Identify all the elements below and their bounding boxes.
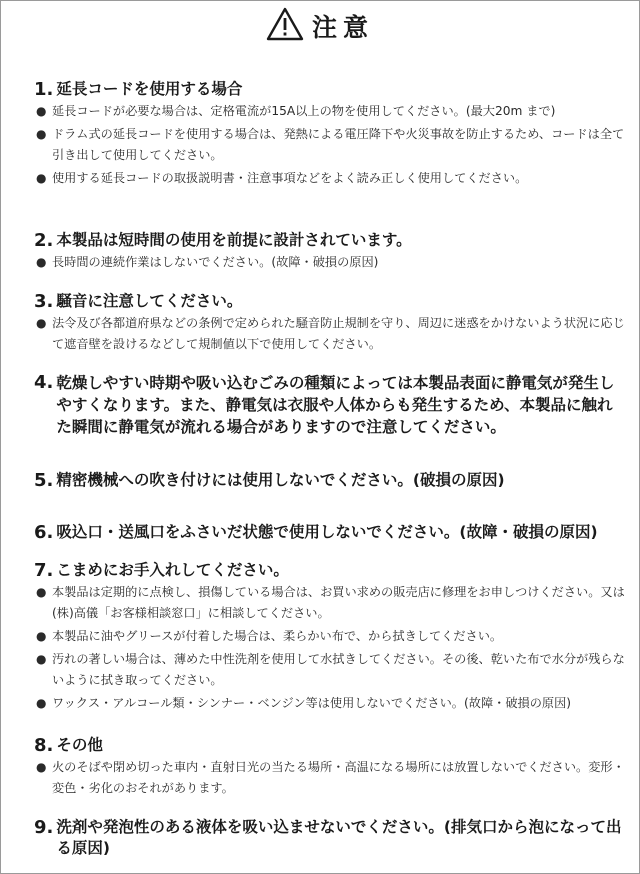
bullet-text: 長時間の連続作業はしないでください。(故障・破損の原因) [52, 255, 379, 269]
bullet-item [34, 313, 628, 355]
section-number: 8. [34, 735, 54, 756]
section-number: 9. [34, 817, 54, 838]
bullet-dot: ● [36, 652, 47, 666]
section-heading [34, 470, 628, 491]
section-number: 4. [34, 372, 54, 393]
bullet-dot: ● [36, 104, 47, 118]
bullet-text: 本製品は定期的に点検し、損傷している場合は、お買い求めの販売店に修理をお申しつけください。又は(株)高儀「お客様相談窓口」に相談してください。 [52, 585, 625, 620]
bullet-text: 使用する延長コードの取扱説明書・注意事項などをよく読み正しく使用してください。 [52, 171, 528, 185]
section-heading-text: こまめにお手入れしてください。 [56, 561, 289, 579]
section-6 [34, 522, 628, 543]
section-number: 2. [34, 230, 54, 251]
bullet-item [34, 252, 628, 273]
bullet-text: 汚れの著しい場合は、薄めた中性洗剤を使用して水拭きしてください。その後、乾いた布で水分が残らないように拭き取ってください。 [52, 652, 625, 687]
section-heading [34, 291, 628, 312]
section-heading [34, 230, 628, 251]
bullet-item [34, 124, 628, 166]
section-1 [34, 79, 628, 189]
page-title: 注意 [311, 13, 374, 42]
bullet-item [34, 626, 628, 647]
section-3 [34, 291, 628, 355]
section-heading-text: 吸込口・送風口をふさいだ状態で使用しないでください。(故障・破損の原因) [56, 523, 598, 541]
section-heading [34, 79, 628, 100]
section-2 [34, 230, 628, 273]
bullet-item [34, 757, 628, 799]
bullet-dot: ● [36, 316, 47, 330]
bullet-text: ドラム式の延長コードを使用する場合は、発熱による電圧降下や火災事故を防止するため、コードは全て引き出して使用してください。 [52, 127, 625, 162]
page-header [0, 8, 640, 44]
bullet-dot: ● [36, 171, 47, 185]
section-7 [34, 560, 628, 714]
section-number: 1. [34, 79, 54, 100]
bullet-text: 本製品に油やグリースが付着した場合は、柔らかい布で、から拭きしてください。 [52, 629, 503, 643]
section-8 [34, 735, 628, 799]
bullet-text: ワックス・アルコール類・シンナー・ベンジン等は使用しないでください。(故障・破損の原因) [52, 696, 572, 710]
section-heading [34, 817, 628, 859]
bullet-item [34, 101, 628, 122]
section-number: 5. [34, 470, 54, 491]
section-number: 6. [34, 522, 54, 543]
bullet-dot: ● [36, 585, 47, 599]
bullet-item [34, 582, 628, 624]
section-heading-text: 乾燥しやすい時期や吸い込むごみの種類によっては本製品表面に静電気が発生しやすくなります。また、静電気は衣服や人体からも発生するため、本製品に触れた瞬間に静電気が流れる場合がありますので注意してください。 [56, 374, 615, 436]
bullet-dot: ● [36, 696, 47, 710]
section-heading-text: 洗剤や発泡性のある液体を吸い込ませないでください。(排気口から泡になって出る原因) [56, 818, 622, 857]
bullet-item [34, 168, 628, 189]
section-5 [34, 470, 628, 491]
section-9 [34, 817, 628, 859]
bullet-dot: ● [36, 127, 47, 141]
section-heading [34, 735, 628, 756]
bullet-item [34, 649, 628, 691]
section-heading-text: 精密機械への吹き付けには使用しないでください。(破損の原因) [56, 471, 505, 489]
bullet-dot: ● [36, 760, 47, 774]
bullet-text: 法令及び各都道府県などの条例で定められた騒音防止規制を守り、周辺に迷惑をかけないよう状況に応じて遮音壁を設けるなどして規制値以下で使用してください。 [52, 316, 625, 351]
section-heading-text: 本製品は短時間の使用を前提に設計されています。 [56, 231, 412, 249]
section-heading-text: 騒音に注意してください。 [56, 292, 243, 310]
bullet-dot: ● [36, 255, 47, 269]
section-4 [34, 372, 628, 438]
section-heading [34, 372, 628, 438]
section-heading-text: 延長コードを使用する場合 [56, 80, 243, 98]
section-heading [34, 522, 628, 543]
warning-triangle-icon [266, 7, 304, 45]
bullet-text: 延長コードが必要な場合は、定格電流が15A以上の物を使用してください。(最大20m まで) [52, 104, 556, 118]
section-heading [34, 560, 628, 581]
section-number: 3. [34, 291, 54, 312]
bullet-text: 火のそばや閉め切った車内・直射日光の当たる場所・高温になる場所には放置しないでください。変形・変色・劣化のおそれがあります。 [52, 760, 625, 795]
section-heading-text: その他 [56, 736, 103, 754]
bullet-item [34, 693, 628, 714]
section-number: 7. [34, 560, 54, 581]
bullet-dot: ● [36, 629, 47, 643]
